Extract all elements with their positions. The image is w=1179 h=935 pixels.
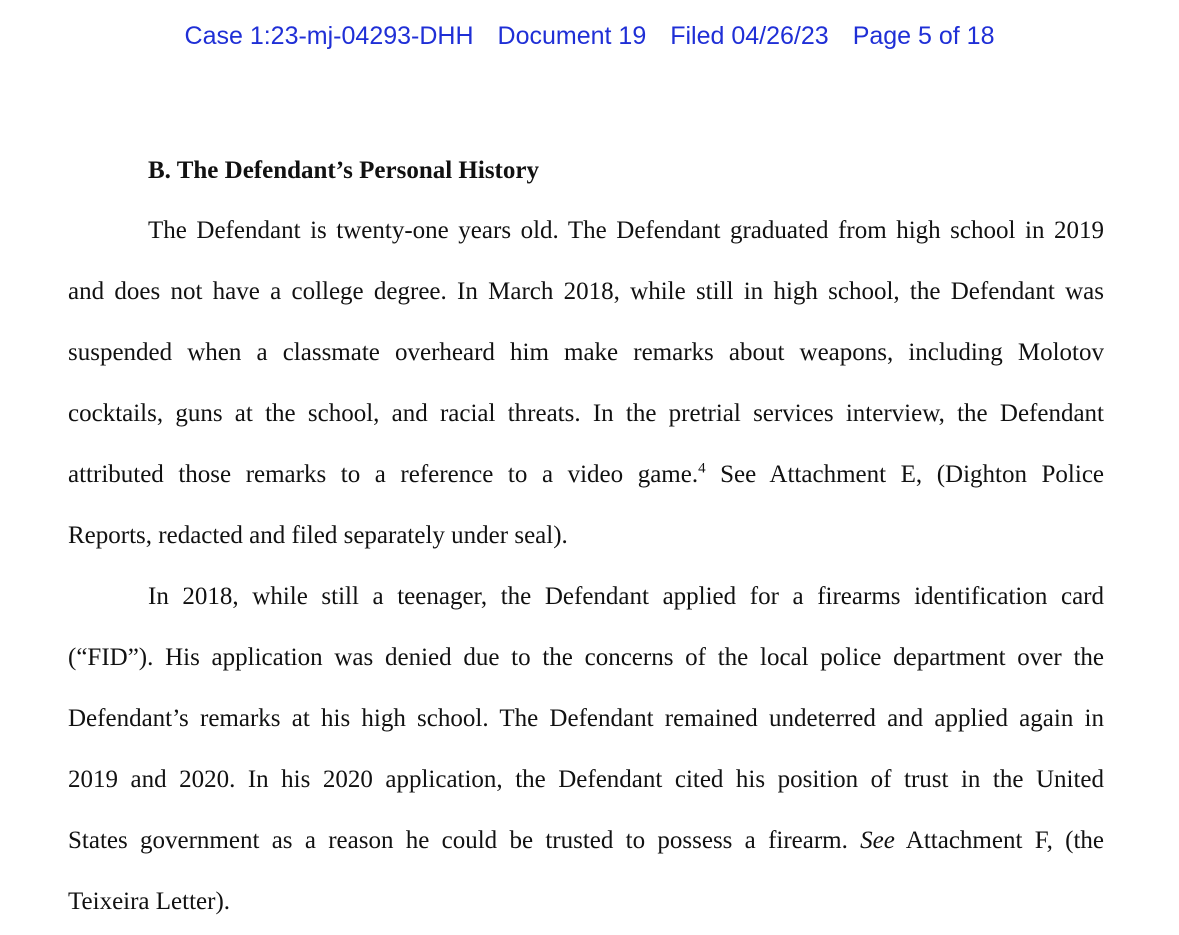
page-number: Page 5 of 18	[852, 22, 995, 50]
paragraph-line: and does not have a college degree. In March 2018, while still in high school, the Defendant was	[68, 278, 1104, 305]
section-heading: B. The Defendant’s Personal History	[148, 157, 539, 184]
paragraph-personal-history	[68, 200, 1104, 566]
paragraph-line: (“FID”). His application was denied due to the concerns of the local police department over the	[68, 644, 1104, 671]
paragraph-line-with-footnote	[68, 444, 1104, 505]
line-text: Attachment F, (the	[894, 827, 1105, 854]
case-number: Case 1:23-mj-04293-DHH	[184, 22, 474, 50]
paragraph-line: suspended when a classmate overheard him make remarks about weapons, including Molotov	[68, 339, 1104, 366]
paragraph-line: cocktails, guns at the school, and racial threats. In the pretrial services interview, the Defendant	[68, 400, 1104, 427]
paragraph-line: Teixeira Letter).	[68, 888, 231, 915]
paragraph-line: Reports, redacted and filed separately under seal).	[68, 522, 568, 549]
document-number: Document 19	[497, 22, 647, 50]
paragraph-fid-application	[68, 566, 1104, 932]
paragraph-line: In 2018, while still a teenager, the Defendant applied for a firearms identification card	[148, 583, 1104, 610]
paragraph-line-with-citation	[68, 810, 1104, 871]
document-body	[68, 150, 1104, 932]
line-text: See Attachment E, (Dighton Police	[705, 461, 1105, 488]
line-text: States government as a reason he could be trusted to possess a firearm.	[68, 827, 861, 854]
line-text: attributed those remarks to a reference to a video game.	[68, 461, 699, 488]
paragraph-line: The Defendant is twenty-one years old. The Defendant graduated from high school in 2019	[148, 217, 1104, 244]
paragraph-line: 2019 and 2020. In his 2020 application, the Defendant cited his position of trust in the United	[68, 766, 1104, 793]
footnote-reference[interactable]: 4	[698, 460, 706, 477]
paragraph-line: Defendant’s remarks at his high school. The Defendant remained undeterred and applied again in	[68, 705, 1104, 732]
filed-date: Filed 04/26/23	[670, 22, 829, 50]
citation-signal: See	[860, 827, 895, 854]
case-header	[0, 20, 1179, 52]
